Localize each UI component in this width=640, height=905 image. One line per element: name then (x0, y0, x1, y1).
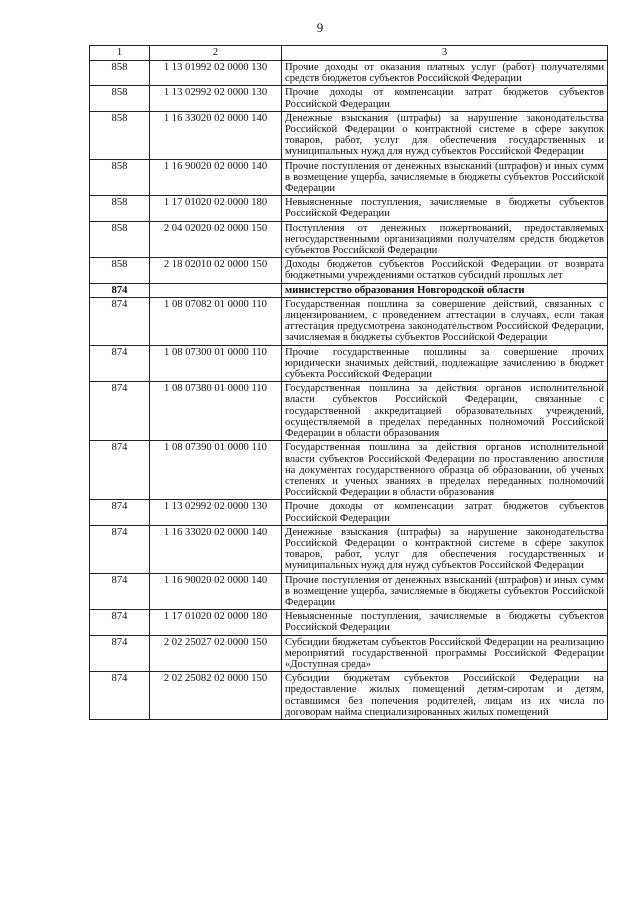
revenue-code-cell: 1 13 02992 02 0000 130 (150, 86, 282, 111)
revenue-code-cell: 1 16 90020 02 0000 140 (150, 159, 282, 196)
revenue-code-cell: 1 08 07082 01 0000 110 (150, 297, 282, 345)
revenue-name-cell: Прочие поступления от денежных взысканий (штрафов) и иных сумм в возмещение ущерба, зачисляемые в бюджеты субъектов Российской Федерации (282, 573, 608, 610)
administrator-code-cell: 858 (90, 221, 150, 258)
administrator-code-cell: 874 (90, 345, 150, 382)
revenue-code-cell: 2 18 02010 02 0000 150 (150, 258, 282, 283)
table-row (90, 221, 608, 258)
administrator-code-cell: 874 (90, 610, 150, 635)
revenue-name-cell: Субсидии бюджетам субъектов Российской Федерации на предоставление жилых помещений детям-сиротам и детям, оставшимся без попечения родителей, лицам из их числа по договорам найма специализированных жилых помещений (282, 672, 608, 720)
column-header-3: 3 (282, 46, 608, 61)
administrator-code-cell: 874 (90, 525, 150, 573)
table-row (90, 610, 608, 635)
revenue-codes-table (89, 45, 608, 720)
table-row (90, 159, 608, 196)
administrator-code-cell: 858 (90, 196, 150, 221)
revenue-code-cell: 1 08 07390 01 0000 110 (150, 441, 282, 500)
administrator-code-cell: 874 (90, 500, 150, 525)
administrator-code-cell: 874 (90, 672, 150, 720)
table-row (90, 672, 608, 720)
administrator-code-cell: 874 (90, 283, 150, 297)
revenue-name-cell: министерство образования Новгородской области (282, 283, 608, 297)
table-row (90, 500, 608, 525)
revenue-code-cell: 1 17 01020 02 0000 180 (150, 610, 282, 635)
table-row (90, 441, 608, 500)
administrator-code-cell: 874 (90, 573, 150, 610)
column-header-2: 2 (150, 46, 282, 61)
table-header (90, 46, 608, 61)
administrator-code-cell: 858 (90, 258, 150, 283)
revenue-code-cell: 2 02 25027 02 0000 150 (150, 635, 282, 672)
revenue-code-cell: 1 17 01020 02 0000 180 (150, 196, 282, 221)
revenue-name-cell: Прочие поступления от денежных взысканий (штрафов) и иных сумм в возмещение ущерба, зачисляемые в бюджеты субъектов Российской Федерации (282, 159, 608, 196)
revenue-code-cell: 1 16 33020 02 0000 140 (150, 111, 282, 159)
revenue-code-cell: 1 16 33020 02 0000 140 (150, 525, 282, 573)
table-row (90, 635, 608, 672)
table-row (90, 61, 608, 86)
revenue-name-cell: Прочие государственные пошлины за совершение прочих юридически значимых действий, подлежащие зачислению в бюджет субъекта Российской Федерации (282, 345, 608, 382)
table-row (90, 196, 608, 221)
revenue-code-cell: 1 13 01992 02 0000 130 (150, 61, 282, 86)
header-row (90, 46, 608, 61)
table-row (90, 111, 608, 159)
administrator-code-cell: 858 (90, 159, 150, 196)
table-row (90, 345, 608, 382)
column-header-1: 1 (90, 46, 150, 61)
revenue-code-cell: 1 08 07380 01 0000 110 (150, 382, 282, 441)
table-body (90, 61, 608, 720)
revenue-name-cell: Невыясненные поступления, зачисляемые в бюджеты субъектов Российской Федерации (282, 196, 608, 221)
revenue-name-cell: Доходы бюджетов субъектов Российской Федерации от возврата бюджетными учреждениями остатков субсидий прошлых лет (282, 258, 608, 283)
table-row (90, 382, 608, 441)
administrator-code-cell: 874 (90, 297, 150, 345)
revenue-name-cell: Денежные взыскания (штрафы) за нарушение законодательства Российской Федерации о контрактной системе в сфере закупок товаров, работ, услуг для обеспечения государственных и муниципальных нужд для нужд субъектов Российской Федерации (282, 525, 608, 573)
revenue-name-cell: Денежные взыскания (штрафы) за нарушение законодательства Российской Федерации о контрактной системе в сфере закупок товаров, работ, услуг для обеспечения государственных и муниципальных нужд для нужд субъектов Российской Федерации (282, 111, 608, 159)
revenue-name-cell: Государственная пошлина за совершение действий, связанных с лицензированием, с проведением аттестации в случаях, если такая аттестация предусмотрена законодательством Российской Федерации, зачисляемая в бюджеты субъектов Российской Федерации (282, 297, 608, 345)
administrator-code-cell: 874 (90, 441, 150, 500)
revenue-code-cell: 2 04 02020 02 0000 150 (150, 221, 282, 258)
page-number: 9 (316, 20, 324, 35)
table-row (90, 573, 608, 610)
table-row (90, 86, 608, 111)
administrator-code-cell: 858 (90, 111, 150, 159)
revenue-code-cell (150, 283, 282, 297)
revenue-name-cell: Невыясненные поступления, зачисляемые в бюджеты субъектов Российской Федерации (282, 610, 608, 635)
revenue-code-cell: 1 13 02992 02 0000 130 (150, 500, 282, 525)
administrator-code-cell: 858 (90, 86, 150, 111)
table-row (90, 525, 608, 573)
table-row (90, 258, 608, 283)
revenue-code-cell: 1 08 07300 01 0000 110 (150, 345, 282, 382)
revenue-code-cell: 2 02 25082 02 0000 150 (150, 672, 282, 720)
revenue-name-cell: Прочие доходы от компенсации затрат бюджетов субъектов Российской Федерации (282, 86, 608, 111)
revenue-name-cell: Государственная пошлина за действия органов исполнительной власти субъектов Российской Федерации по проставлению апостиля на документах государственного образца об образовании, об ученых степенях и ученых званиях в пределах переданных полномочий Российской Федерации в области образования (282, 441, 608, 500)
administrator-code-cell: 874 (90, 635, 150, 672)
administrator-code-cell: 858 (90, 61, 150, 86)
table-row (90, 297, 608, 345)
revenue-code-cell: 1 16 90020 02 0000 140 (150, 573, 282, 610)
revenue-name-cell: Государственная пошлина за действия органов исполнительной власти субъектов Российской Федерации, связанные с государственной аккредитацией образовательных учреждений, осуществляемой в пределах переданных полномочий Российской Федерации в области образования (282, 382, 608, 441)
revenue-name-cell: Прочие доходы от компенсации затрат бюджетов субъектов Российской Федерации (282, 500, 608, 525)
revenue-name-cell: Прочие доходы от оказания платных услуг (работ) получателями средств бюджетов субъектов Российской Федерации (282, 61, 608, 86)
section-header-row (90, 283, 608, 297)
revenue-name-cell: Поступления от денежных пожертвований, предоставляемых негосударственными организациями получателям средств бюджетов субъектов Российской Федерации (282, 221, 608, 258)
revenue-name-cell: Субсидии бюджетам субъектов Российской Федерации на реализацию мероприятий государственной программы Российской Федерации «Доступная среда» (282, 635, 608, 672)
administrator-code-cell: 874 (90, 382, 150, 441)
